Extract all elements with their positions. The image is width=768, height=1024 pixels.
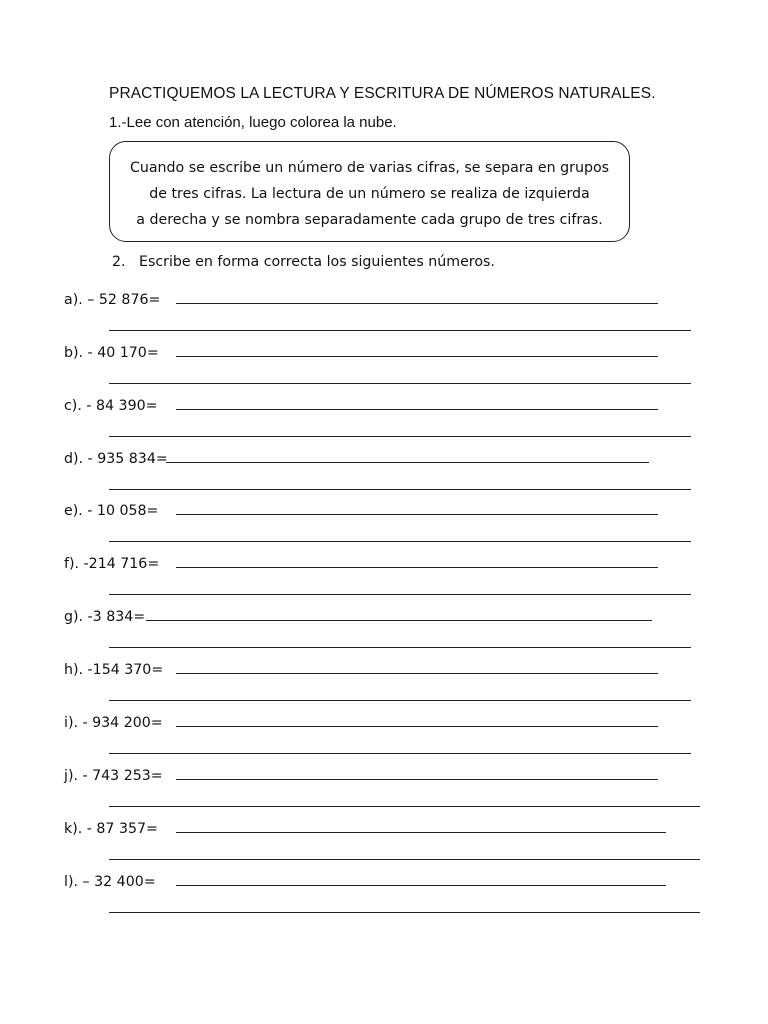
exercise-label-i: i). - 934 200= bbox=[64, 715, 163, 731]
cloud-line-2: de tres cifras. La lectura de un número se realiza de izquierda bbox=[149, 186, 590, 202]
exercise-item-f bbox=[0, 554, 768, 608]
instruction-1: 1.-Lee con atención, luego colorea la nube. bbox=[109, 114, 397, 131]
instruction-2-text: Escribe en forma correcta los siguientes números. bbox=[139, 254, 495, 270]
exercise-label-h: h). -154 370= bbox=[64, 662, 164, 678]
answer-line-d-2[interactable] bbox=[109, 489, 691, 490]
exercise-item-c bbox=[0, 396, 768, 450]
exercise-label-a: a). – 52 876= bbox=[64, 292, 161, 308]
exercise-item-g bbox=[0, 607, 768, 661]
cloud-box bbox=[109, 141, 630, 242]
answer-line-f-1[interactable] bbox=[176, 567, 658, 568]
exercise-label-e: e). - 10 058= bbox=[64, 503, 159, 519]
exercise-item-l bbox=[0, 872, 768, 926]
cloud-line-1: Cuando se escribe un número de varias cifras, se separa en grupos bbox=[129, 160, 610, 176]
answer-line-j-1[interactable] bbox=[176, 779, 658, 780]
answer-line-i-1[interactable] bbox=[176, 726, 658, 727]
exercise-label-j: j). - 743 253= bbox=[64, 768, 163, 784]
cloud-text bbox=[110, 155, 629, 233]
answer-line-l-2[interactable] bbox=[109, 912, 700, 913]
answer-line-j-2[interactable] bbox=[109, 806, 700, 807]
answer-line-d-1[interactable] bbox=[166, 462, 649, 463]
answer-line-b-2[interactable] bbox=[109, 383, 691, 384]
exercise-label-l: l). – 32 400= bbox=[64, 874, 156, 890]
answer-line-l-1[interactable] bbox=[176, 885, 666, 886]
answer-line-a-2[interactable] bbox=[109, 330, 691, 331]
instruction-2 bbox=[112, 254, 495, 270]
exercise-item-d bbox=[0, 449, 768, 503]
exercise-label-g: g). -3 834= bbox=[64, 609, 146, 625]
worksheet-title: PRACTIQUEMOS LA LECTURA Y ESCRITURA DE NÚMEROS NATURALES. bbox=[109, 85, 656, 102]
exercise-item-i bbox=[0, 713, 768, 767]
exercise-item-a bbox=[0, 290, 768, 344]
exercise-label-c: c). - 84 390= bbox=[64, 398, 158, 414]
answer-line-k-1[interactable] bbox=[176, 832, 666, 833]
exercise-label-d: d). - 935 834= bbox=[64, 451, 168, 467]
answer-line-a-1[interactable] bbox=[176, 303, 658, 304]
cloud-line-3: a derecha y se nombra separadamente cada grupo de tres cifras. bbox=[136, 212, 603, 228]
exercise-item-h bbox=[0, 660, 768, 714]
exercise-label-f: f). -214 716= bbox=[64, 556, 160, 572]
answer-line-e-2[interactable] bbox=[109, 541, 691, 542]
answer-line-g-1[interactable] bbox=[146, 620, 652, 621]
answer-line-i-2[interactable] bbox=[109, 753, 691, 754]
answer-line-c-1[interactable] bbox=[176, 409, 658, 410]
answer-line-g-2[interactable] bbox=[109, 647, 691, 648]
answer-line-c-2[interactable] bbox=[109, 436, 691, 437]
instruction-2-number: 2. bbox=[112, 254, 126, 270]
exercise-label-k: k). - 87 357= bbox=[64, 821, 158, 837]
answer-line-k-2[interactable] bbox=[109, 859, 700, 860]
exercise-label-b: b). - 40 170= bbox=[64, 345, 159, 361]
answer-line-b-1[interactable] bbox=[176, 356, 658, 357]
answer-line-h-1[interactable] bbox=[176, 673, 658, 674]
answer-line-f-2[interactable] bbox=[109, 594, 691, 595]
answer-line-e-1[interactable] bbox=[176, 514, 658, 515]
exercise-item-e bbox=[0, 501, 768, 555]
exercise-item-b bbox=[0, 343, 768, 397]
answer-line-h-2[interactable] bbox=[109, 700, 691, 701]
exercise-item-k bbox=[0, 819, 768, 873]
exercise-item-j bbox=[0, 766, 768, 820]
